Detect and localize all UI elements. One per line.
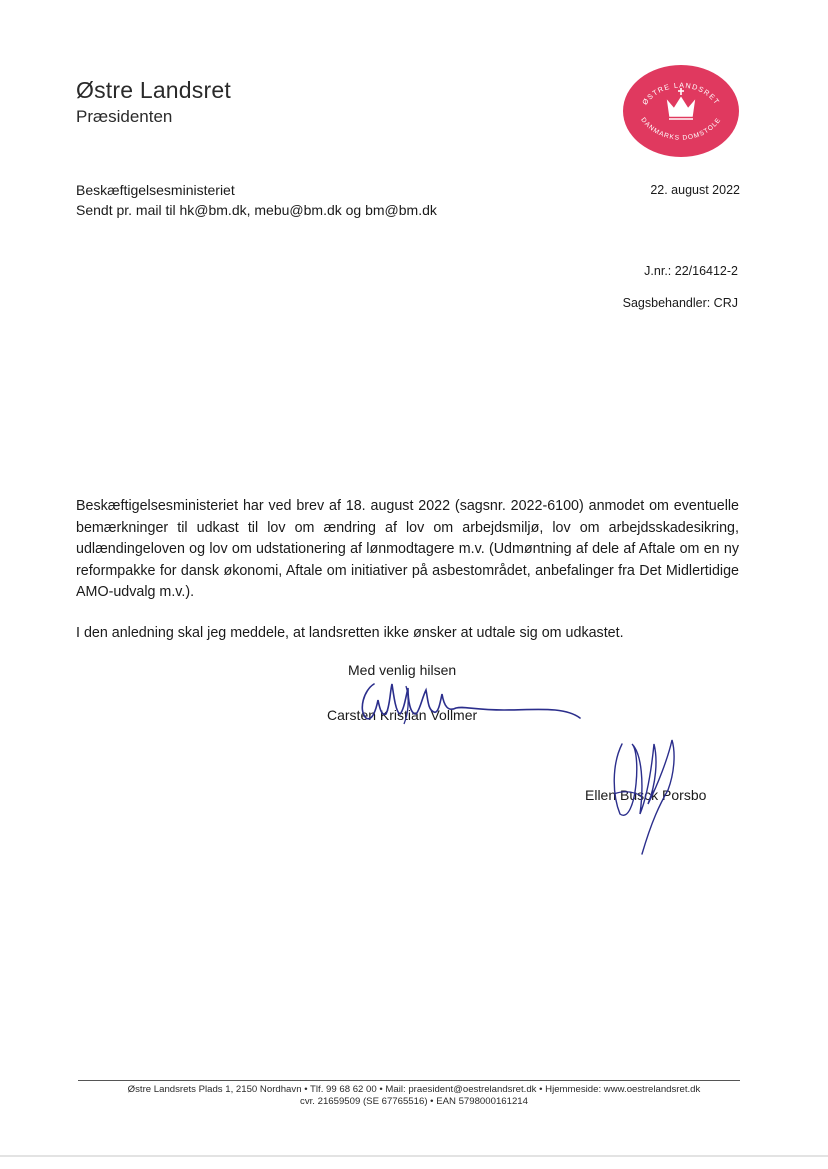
handwritten-signature-1 bbox=[344, 670, 584, 740]
case-handler: Sagsbehandler: CRJ bbox=[622, 296, 738, 310]
svg-text:DANMARKS DOMSTOLE: DANMARKS DOMSTOLE bbox=[639, 116, 723, 142]
recipient-name: Beskæftigelsesministeriet bbox=[76, 182, 235, 198]
footer-registration-line: cvr. 21659509 (SE 67765516) • EAN 5798000161214 bbox=[300, 1096, 528, 1107]
signer-name-2: Ellen Busck Porsbo bbox=[585, 787, 707, 803]
body-paragraph-1: Beskæftigelsesministeriet har ved brev af 18. august 2022 (sagsnr. 2022-6100) anmodet om eventuelle bemærkninger til udkast til lov om ændring af lov om arbejdsmiljø, lov om arbejdsskadesikring, udlændingeloven og lov om udstationering af lønmodtagere m.v. (Udmøntning af dele af Aftale om en ny reformpakke for dansk økonomi, Aftale om initiativer på asbestområdet, anbefalinger fra Det Midlertidige AMO-udvalg m.v.). bbox=[76, 498, 739, 600]
footer-divider bbox=[78, 1080, 740, 1081]
recipient-block bbox=[76, 180, 437, 220]
letter-date: 22. august 2022 bbox=[650, 183, 740, 197]
svg-text:ØSTRE LANDSRET: ØSTRE LANDSRET bbox=[640, 80, 722, 107]
handwritten-signature-2 bbox=[598, 724, 708, 884]
closing-greeting: Med venlig hilsen bbox=[348, 662, 457, 678]
scan-edge-artifact bbox=[0, 1155, 828, 1157]
court-seal-logo bbox=[622, 64, 740, 158]
recipient-sent-line: Sendt pr. mail til hk@bm.dk, mebu@bm.dk og bm@bm.dk bbox=[76, 202, 437, 218]
case-number: J.nr.: 22/16412-2 bbox=[644, 264, 738, 278]
footer-address-line: Østre Landsrets Plads 1, 2150 Nordhavn • Tlf. 99 68 62 00 • Mail: praesident@oestrelandsret.dk • Hjemmeside: www.oestrelandsret.dk bbox=[127, 1084, 701, 1095]
body-paragraph-2: I den anledning skal jeg meddele, at landsretten ikke ønsker at udtale sig om udkastet. bbox=[76, 625, 624, 641]
court-subtitle: Præsidenten bbox=[76, 107, 173, 126]
signer-name-1: Carsten Kristian Vollmer bbox=[327, 707, 478, 723]
court-name: Østre Landsret bbox=[76, 77, 231, 103]
